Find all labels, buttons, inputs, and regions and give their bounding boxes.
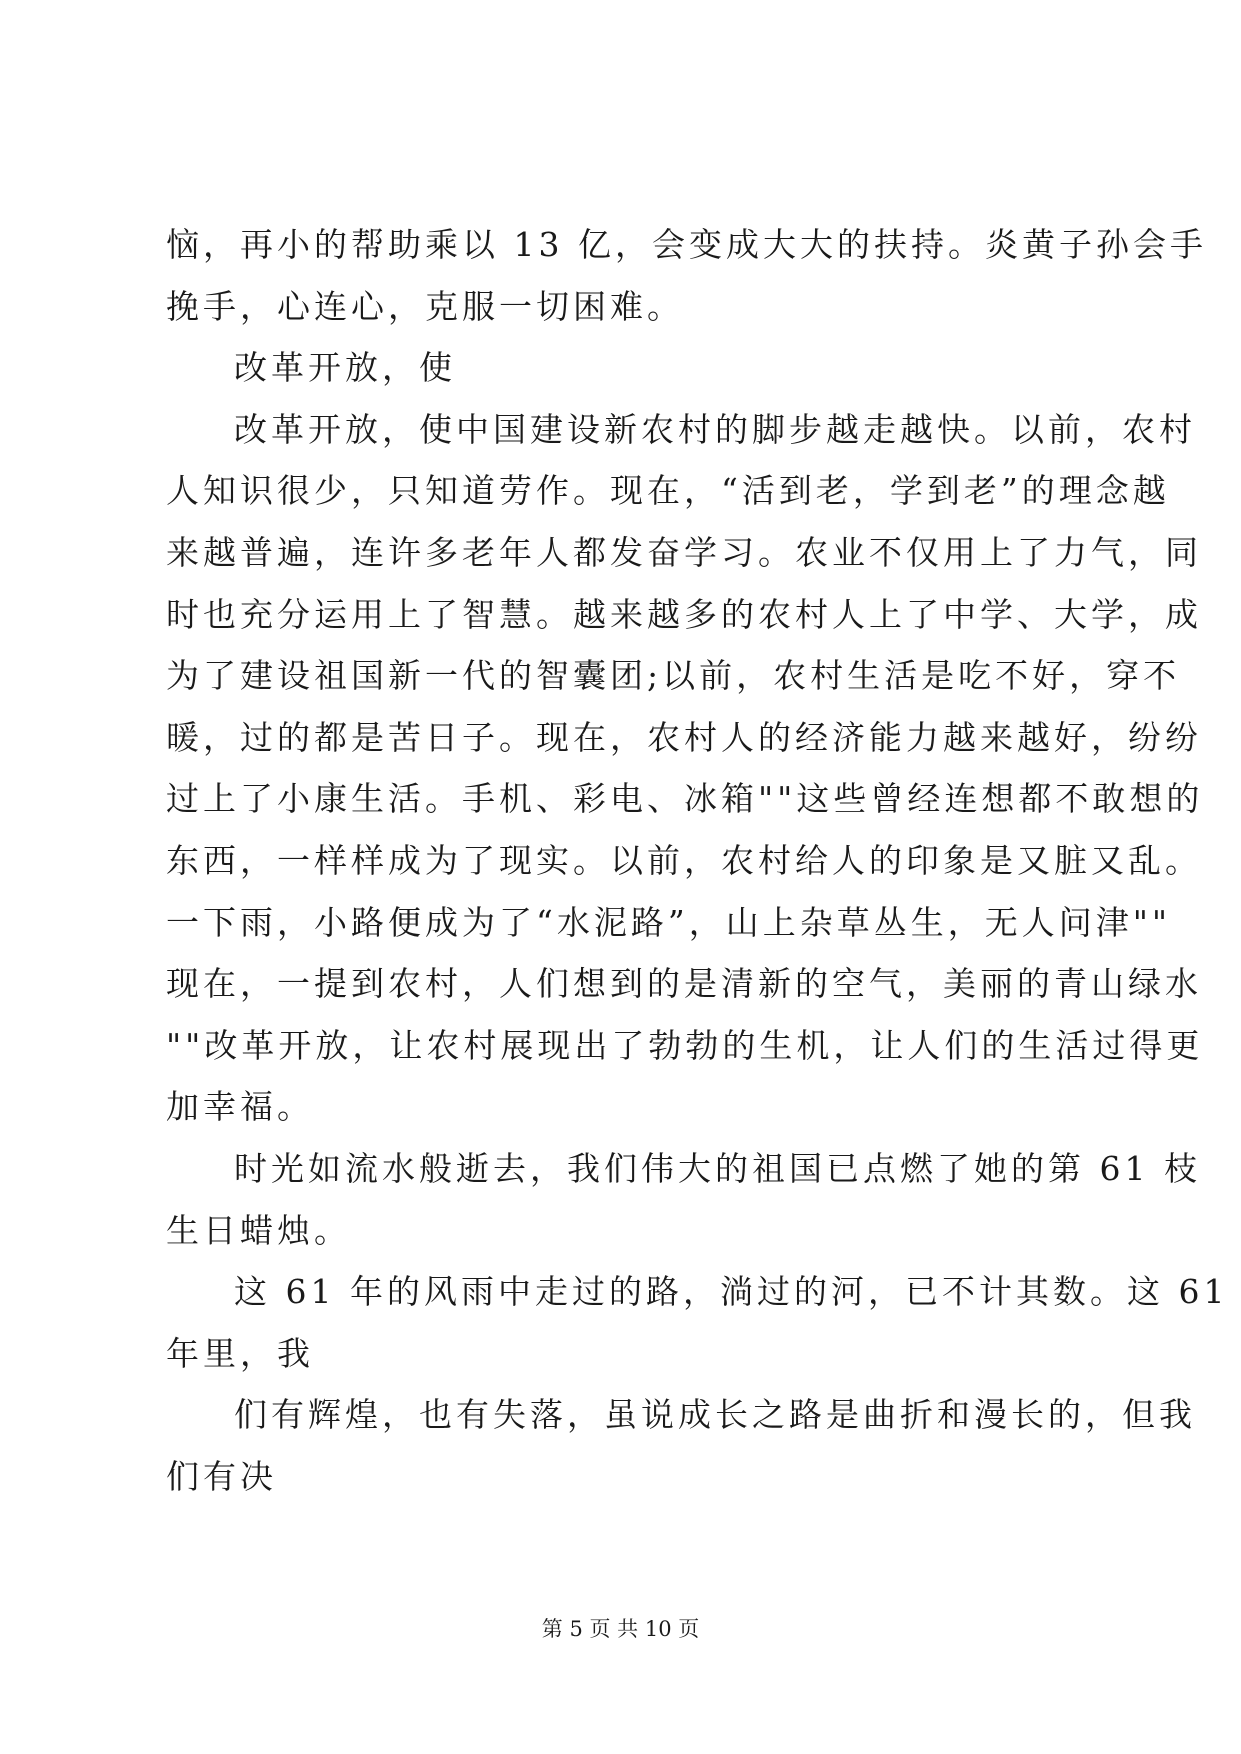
text-line: 人知识很少，只知道劳作。现在，“活到老，学到老”的理念越 (166, 471, 1170, 511)
text-line: 这 61 年的风雨中走过的路，淌过的河，已不计其数。这 61 (234, 1272, 1229, 1312)
text-line: 为了建设祖国新一代的智囊团;以前，农村生活是吃不好，穿不 (166, 656, 1181, 696)
text-line: 一下雨，小路便成为了“水泥路”，山上杂草丛生，无人问津"" (166, 902, 1172, 942)
text-line: 恼，再小的帮助乘以 13 亿，会变成大大的扶持。炎黄子孙会手 (166, 225, 1207, 264)
text-line: 挽手，心连心，克服一切困难。 (166, 286, 684, 326)
text-line: ""改革开放，让农村展现出了勃勃的生机，让人们的生活过得更 (166, 1025, 1204, 1065)
text-line: 时光如流水般逝去，我们伟大的祖国已点燃了她的第 61 枝 (234, 1148, 1201, 1188)
text-line: 改革开放，使中国建设新农村的脚步越走越快。以前，农村 (234, 409, 1196, 449)
document-body (166, 225, 1229, 1521)
page-number-footer: 第 5 页 共 10 页 (541, 1617, 700, 1641)
text-line: 们有辉煌，也有失落，虽说成长之路是曲折和漫长的，但我 (234, 1395, 1196, 1435)
text-line: 改革开放，使 (234, 348, 456, 388)
text-line: 来越普遍，连许多老年人都发奋学习。农业不仅用上了力气，同 (166, 532, 1202, 572)
text-line: 生日蜡烛。 (166, 1210, 351, 1250)
text-line: 们有决 (166, 1456, 277, 1496)
text-line: 现在，一提到农村，人们想到的是清新的空气，美丽的青山绿水 (166, 964, 1202, 1004)
text-line: 时也充分运用上了智慧。越来越多的农村人上了中学、大学，成 (166, 594, 1202, 634)
text-line: 年里，我 (166, 1333, 314, 1373)
text-line: 东西，一样样成为了现实。以前，农村给人的印象是又脏又乱。 (166, 840, 1202, 880)
text-line: 加幸福。 (166, 1087, 314, 1127)
text-line: 暖，过的都是苦日子。现在，农村人的经济能力越来越好，纷纷 (166, 717, 1202, 757)
text-line: 过上了小康生活。手机、彩电、冰箱""这些曾经连想都不敢想的 (166, 779, 1204, 819)
